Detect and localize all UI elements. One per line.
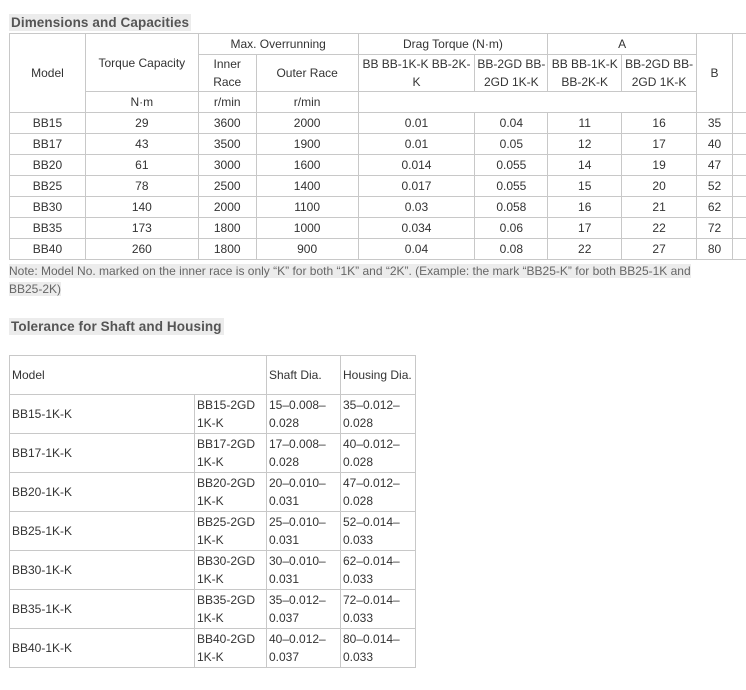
cell-torque: 173 [85, 218, 198, 239]
cell-model-2gd: BB30-2GD 1K-K [195, 551, 267, 590]
cell-inner: 3000 [198, 155, 256, 176]
cell-a-gd: 22 [622, 218, 697, 239]
cell-model-2gd: BB17-2GD 1K-K [195, 434, 267, 473]
unit-torque: N·m [85, 92, 198, 113]
cell-shaft-dia: 35–0.012–0.037 [267, 590, 341, 629]
cell-housing-dia: 72–0.014–0.033 [341, 590, 416, 629]
cell-b: 80 [697, 239, 733, 260]
cell-model-2gd: BB35-2GD 1K-K [195, 590, 267, 629]
cell-drag-gd: 0.055 [475, 155, 548, 176]
cell-model-2gd: BB25-2GD 1K-K [195, 512, 267, 551]
cell-housing-dia: 35–0.012–0.028 [341, 395, 416, 434]
cell-outer: 2000 [256, 113, 358, 134]
cell-a-bb: 17 [548, 218, 622, 239]
cell-model: BB30 [10, 197, 86, 218]
cell-drag-bb: 0.01 [358, 134, 475, 155]
cell-a-gd: 19 [622, 155, 697, 176]
tol-header-housing: Housing Dia. [341, 356, 416, 395]
cell-shaft-dia: 17–0.008–0.028 [267, 434, 341, 473]
tolerance-heading: Tolerance for Shaft and Housing [11, 319, 222, 334]
cell-model-2gd: BB40-2GD 1K-K [195, 629, 267, 668]
cell-a-bb: 15 [548, 176, 622, 197]
tol-header-model: Model [10, 356, 267, 395]
cell-drag-bb: 0.01 [358, 113, 475, 134]
cell-extra [733, 218, 746, 239]
cell-b: 72 [697, 218, 733, 239]
cell-a-bb: 12 [548, 134, 622, 155]
cell-extra [733, 134, 746, 155]
header-b: B [697, 34, 733, 113]
header-a: A [548, 34, 697, 55]
cell-shaft-dia: 30–0.010–0.031 [267, 551, 341, 590]
cell-shaft-dia: 25–0.010–0.031 [267, 512, 341, 551]
table-row [10, 155, 746, 176]
unit-inner: r/min [198, 92, 256, 113]
cell-inner: 1800 [198, 218, 256, 239]
cell-housing-dia: 47–0.012–0.028 [341, 473, 416, 512]
cell-drag-bb: 0.034 [358, 218, 475, 239]
cell-shaft-dia: 20–0.010–0.031 [267, 473, 341, 512]
cell-drag-gd: 0.04 [475, 113, 548, 134]
cell-outer: 900 [256, 239, 358, 260]
cell-model-1k: BB40-1K-K [10, 629, 195, 668]
cell-outer: 1400 [256, 176, 358, 197]
cell-extra [733, 239, 746, 260]
cell-model-1k: BB30-1K-K [10, 551, 195, 590]
table-row [10, 239, 746, 260]
tolerance-table [9, 355, 416, 668]
table-row [10, 590, 416, 629]
cell-b: 62 [697, 197, 733, 218]
cell-housing-dia: 62–0.014–0.033 [341, 551, 416, 590]
header-torque-capacity: Torque Capacity [85, 34, 198, 92]
cell-extra [733, 197, 746, 218]
cell-b: 40 [697, 134, 733, 155]
cell-shaft-dia: 40–0.012–0.037 [267, 629, 341, 668]
dimensions-table [9, 33, 746, 260]
tol-header-shaft: Shaft Dia. [267, 356, 341, 395]
cell-model-2gd: BB20-2GD 1K-K [195, 473, 267, 512]
cell-drag-gd: 0.06 [475, 218, 548, 239]
cell-a-bb: 14 [548, 155, 622, 176]
table-row [10, 434, 416, 473]
header-drag-torque: Drag Torque (N·m) [358, 34, 548, 55]
cell-torque: 43 [85, 134, 198, 155]
cell-torque: 140 [85, 197, 198, 218]
cell-model: BB17 [10, 134, 86, 155]
cell-drag-gd: 0.055 [475, 176, 548, 197]
cell-model-1k: BB25-1K-K [10, 512, 195, 551]
cell-drag-bb: 0.03 [358, 197, 475, 218]
header-model: Model [10, 34, 86, 113]
table-row [10, 629, 416, 668]
cell-model-1k: BB15-1K-K [10, 395, 195, 434]
header-a-bb2gd: BB-2GD BB-2GD 1K-K [622, 55, 697, 92]
cell-outer: 1000 [256, 218, 358, 239]
cell-a-bb: 16 [548, 197, 622, 218]
cell-inner: 2000 [198, 197, 256, 218]
header-a-bb: BB BB-1K-K BB-2K-K [548, 55, 622, 92]
cell-a-gd: 27 [622, 239, 697, 260]
cell-extra [733, 176, 746, 197]
cell-drag-bb: 0.04 [358, 239, 475, 260]
header-drag-bb: BB BB-1K-K BB-2K-K [358, 55, 475, 92]
cell-model-1k: BB20-1K-K [10, 473, 195, 512]
cell-inner: 2500 [198, 176, 256, 197]
cell-model: BB35 [10, 218, 86, 239]
cell-torque: 61 [85, 155, 198, 176]
cell-inner: 1800 [198, 239, 256, 260]
table-row [10, 176, 746, 197]
cell-model-1k: BB35-1K-K [10, 590, 195, 629]
table-row [10, 134, 746, 155]
header-extra [733, 34, 746, 113]
cell-shaft-dia: 15–0.008–0.028 [267, 395, 341, 434]
cell-housing-dia: 52–0.014–0.033 [341, 512, 416, 551]
cell-a-gd: 21 [622, 197, 697, 218]
cell-housing-dia: 80–0.014–0.033 [341, 629, 416, 668]
cell-b: 35 [697, 113, 733, 134]
cell-torque: 29 [85, 113, 198, 134]
cell-torque: 260 [85, 239, 198, 260]
cell-b: 52 [697, 176, 733, 197]
cell-model: BB40 [10, 239, 86, 260]
unit-outer: r/min [256, 92, 358, 113]
cell-inner: 3600 [198, 113, 256, 134]
cell-inner: 3500 [198, 134, 256, 155]
cell-drag-bb: 0.014 [358, 155, 475, 176]
cell-housing-dia: 40–0.012–0.028 [341, 434, 416, 473]
table-row [10, 197, 746, 218]
cell-model: BB15 [10, 113, 86, 134]
cell-drag-gd: 0.05 [475, 134, 548, 155]
cell-a-gd: 16 [622, 113, 697, 134]
cell-drag-bb: 0.017 [358, 176, 475, 197]
note-highlight: Note: Model No. marked on the inner race is only “K” for both “1K” and “2K”. (Example: the mark “BB25-K” for both BB25-1K and BB25-2K) [9, 264, 691, 296]
cell-outer: 1100 [256, 197, 358, 218]
cell-model: BB20 [10, 155, 86, 176]
cell-extra [733, 113, 746, 134]
cell-a-bb: 22 [548, 239, 622, 260]
table-row [10, 218, 746, 239]
cell-a-gd: 20 [622, 176, 697, 197]
table-row [10, 551, 416, 590]
dimensions-heading: Dimensions and Capacities [11, 15, 190, 30]
cell-outer: 1600 [256, 155, 358, 176]
cell-model: BB25 [10, 176, 86, 197]
header-drag-bb2gd: BB-2GD BB-2GD 1K-K [475, 55, 548, 92]
cell-model-2gd: BB15-2GD 1K-K [195, 395, 267, 434]
cell-a-gd: 17 [622, 134, 697, 155]
table-row [10, 395, 416, 434]
table-row [10, 512, 416, 551]
header-outer-race: Outer Race [256, 55, 358, 92]
table-row [10, 113, 746, 134]
header-max-overrunning: Max. Overrunning [198, 34, 358, 55]
cell-torque: 78 [85, 176, 198, 197]
cell-drag-gd: 0.08 [475, 239, 548, 260]
cell-model-1k: BB17-1K-K [10, 434, 195, 473]
cell-a-bb: 11 [548, 113, 622, 134]
header-inner-race: Inner Race [198, 55, 256, 92]
table-row [10, 473, 416, 512]
cell-outer: 1900 [256, 134, 358, 155]
cell-extra [733, 155, 746, 176]
cell-b: 47 [697, 155, 733, 176]
note-text [9, 262, 721, 298]
cell-drag-gd: 0.058 [475, 197, 548, 218]
